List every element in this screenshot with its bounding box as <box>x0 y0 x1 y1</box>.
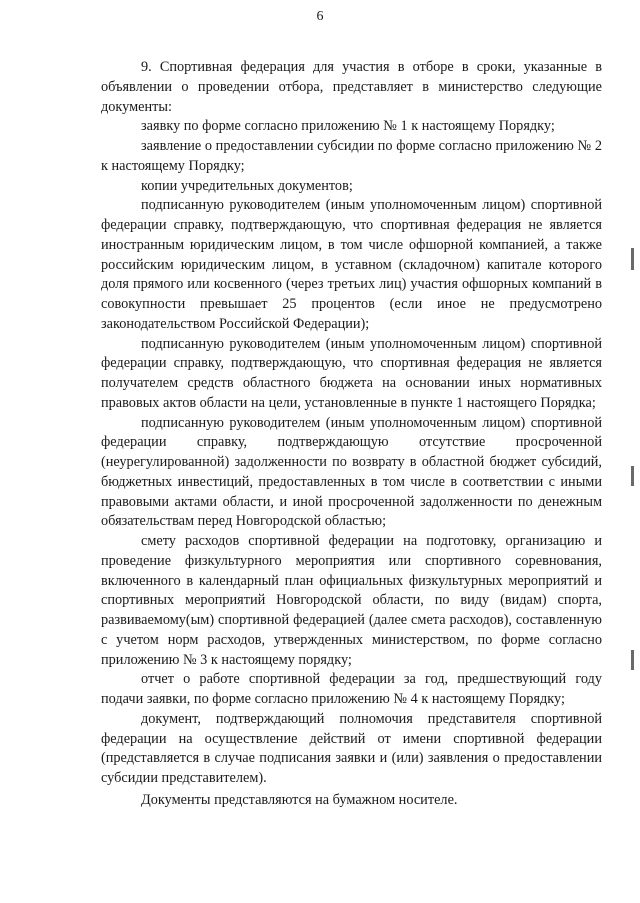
list-item-debt-certificate: подписанную руководителем (иным уполномоченным лицом) спортивной федерации справку, подтверждающую отсутствие просроченной (неурегулированной) задолженности по возврату в областной бюджет субсидий, бюджетных инвестиций, предоставленных в том числе в соответствии с иными правовыми актами области, и иной просроченной задолженности по денежным обязательствам перед Новгородской областью; <box>101 414 602 530</box>
list-item-annual-report: отчет о работе спортивной федерации за год, предшествующий году подачи заявки, по форме согласно приложению № 4 к настоящему Порядку; <box>101 671 602 707</box>
page-number: 6 <box>316 9 324 24</box>
scan-edge-mark <box>631 466 634 486</box>
paragraph-9-intro: 9. Спортивная федерация для участия в отборе в сроки, указанные в объявлении о проведении отбора, представляет в министерство следующие документы: <box>101 59 602 115</box>
list-item-authority-document: документ, подтверждающий полномочия представителя спортивной федерации на осуществление действий от имени спортивной федерации (представляется в случае подписания заявки и (или) заявления о предоставлении субсидии представителем). <box>101 710 602 786</box>
list-item-subsidy-request: заявление о предоставлении субсидии по форме согласно приложению № 2 к настоящему Порядку; <box>101 138 602 174</box>
scan-edge-mark <box>631 248 634 270</box>
list-item-cost-estimate: смету расходов спортивной федерации на подготовку, организацию и проведение физкультурного мероприятия или спортивного соревнования, включенного в календарный план официальных физкультурных мероприятий и спортивных мероприятий Новгородской области, по виду (видам) спорта, развиваемому(ым) спортивной федерацией (далее смета расходов), составленную с учетом норм расходов, утвержденных министерством, по форме согласно приложению № 3 к настоящему порядку; <box>101 533 602 668</box>
list-item-offshore-certificate: подписанную руководителем (иным уполномоченным лицом) спортивной федерации справку, подтверждающую, что спортивная федерация не является иностранным юридическим лицом, в том числе офшорной компанией, а также российским юридическим лицом, в уставном (складочном) капитале которого доля прямого или косвенного (через третьих лиц) участия офшорных компаний в совокупности превышает 25 процентов (если иное не предусмотрено законодательством Российской Федерации); <box>101 197 602 332</box>
closing-statement: Документы представляются на бумажном носителе. <box>141 791 458 808</box>
list-item-founding-documents: копии учредительных документов; <box>141 177 353 194</box>
list-item-budget-recipient-certificate: подписанную руководителем (иным уполномоченным лицом) спортивной федерации справку, подтверждающую, что спортивная федерация не является получателем средств областного бюджета на основании иных нормативных правовых актов области на цели, установленные в пункте 1 настоящего Порядка; <box>101 335 602 411</box>
list-item-application-form: заявку по форме согласно приложению № 1 к настоящему Порядку; <box>141 118 555 135</box>
document-body <box>101 58 602 811</box>
scan-edge-mark <box>631 650 634 670</box>
